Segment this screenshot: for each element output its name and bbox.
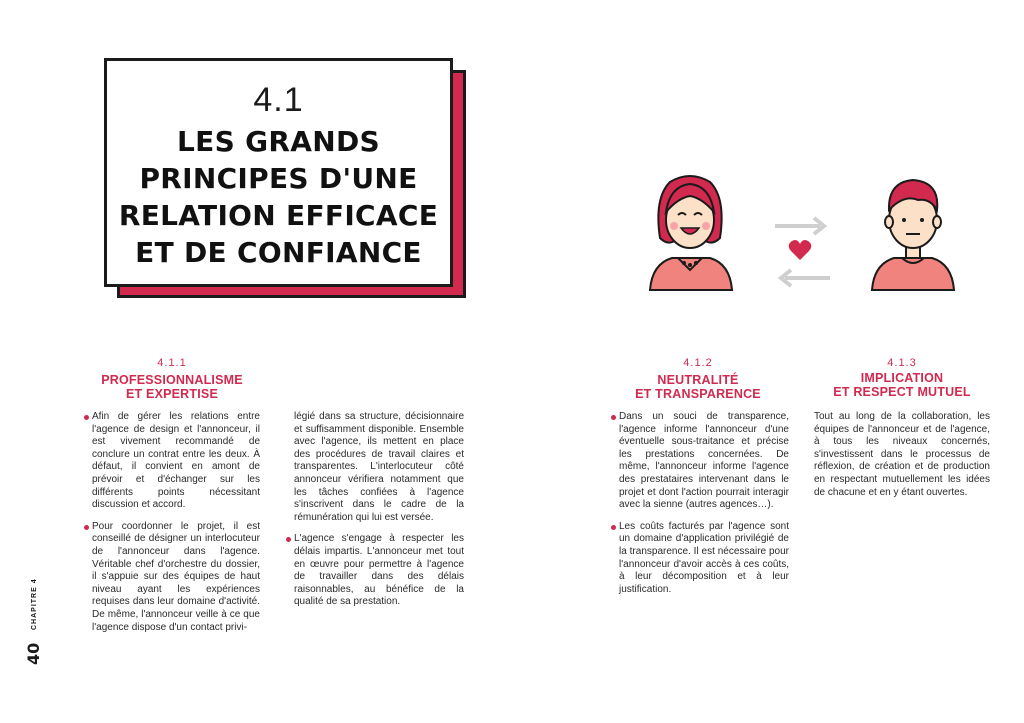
subsection-number: 4.1.3 <box>887 357 917 369</box>
subsection-title <box>80 373 264 401</box>
paragraph <box>814 411 990 499</box>
paragraph <box>294 533 464 609</box>
subsection-title-line: IMPLICATION <box>860 371 944 385</box>
bullet-icon <box>611 415 616 420</box>
chapter-label: CHAPITRE 4 <box>31 578 38 630</box>
page-number: 40 <box>24 642 43 665</box>
paragraph <box>619 521 789 597</box>
text-column <box>619 411 789 605</box>
title-box <box>104 58 453 287</box>
title-line: PRINCIPES D'UNE <box>139 162 418 195</box>
text-column <box>92 411 260 643</box>
title-line: LES GRANDS <box>177 125 380 158</box>
bullet-icon <box>611 525 616 530</box>
section-number: 4.1 <box>253 81 304 119</box>
paragraph-text: Afin de gérer les relations entre l'agence de design et l'annonceur, il est vivement recommandé de conclure un contrat entre les deux. À défaut, il convient en amont de prévoir et d'échanger sur les différents points nécessitant discussion et accord. <box>92 411 260 511</box>
subsection-title-line: ET TRANSPARENCE <box>635 387 761 401</box>
bullet-icon <box>286 537 291 542</box>
illustration-collaboration <box>640 168 960 296</box>
woman-figure <box>650 176 732 290</box>
paragraph-text: L'agence s'engage à respecter les délais impartis. L'annonceur met tout en œuvre pour permettre à l'agence de travailler dans des délais raisonnables, au bénéfice de la qualité de sa prestation. <box>294 533 464 608</box>
paragraph-text: Pour coordonner le projet, il est conseillé de désigner un interlocuteur de l'annonceur dans l'agence. Véritable chef d'orchestre du dossier, il s'appuie sur des équipes de haut niveau ayant les expériences requises dans leur domaine d'activité. De même, l'annonceur veille à ce que l'agence dispose d'un contact privi- <box>92 520 260 633</box>
paragraph-text: légié dans sa structure, décisionnaire et suffisamment disponible. Ensemble avec l'agence, ils mettent en place des procédures de travail claires et transparentes. L'interlocuteur côté annonceur vérifiera notamment que les tâches confiées à l'agence s'inscrivent dans le cadre de la rémunération qui lui est versée. <box>294 411 464 523</box>
page-title <box>113 123 444 271</box>
title-line: ET DE CONFIANCE <box>135 236 422 269</box>
subsection-title <box>810 371 994 399</box>
heart-icon <box>789 240 812 260</box>
subsection-title-line: ET EXPERTISE <box>125 387 218 401</box>
subsection-number: 4.1.2 <box>683 357 713 369</box>
paragraph <box>92 411 260 512</box>
paragraph <box>92 521 260 634</box>
subsection-title-line: ET RESPECT MUTUEL <box>833 385 971 399</box>
paragraph-text: Les coûts facturés par l'agence sont un domaine d'application privilégié de la transparence. Il est nécessaire pour l'annonceur d'avoir accès à ces coûts, à leur décomposition et à leur justification. <box>619 520 789 595</box>
bullet-icon <box>84 415 89 420</box>
paragraph-text: Tout au long de la collaboration, les équipes de l'annonceur et de l'agence, à tous les niveaux concernés, s'investissent dans le processus de réflexion, de création et de production en respectant mutuellement les idées de chacune et en y étant ouvertes. <box>814 411 990 498</box>
subsection-title-line: PROFESSIONNALISME <box>101 373 243 387</box>
subsection-title <box>606 373 790 401</box>
title-line: RELATION EFFICACE <box>118 199 439 232</box>
man-figure <box>872 180 954 290</box>
subsection-number: 4.1.1 <box>157 357 187 369</box>
bullet-icon <box>84 525 89 530</box>
text-column <box>294 411 464 618</box>
paragraph-text: Dans un souci de transparence, l'agence informe l'annonceur d'une éventuelle sous-traitance et précise les prestations concernées. De même, l'annonceur informe l'agence des prestataires intervenant dans le projet et dont l'action pourrait interagir avec la sienne (autres agences…). <box>619 411 789 511</box>
paragraph <box>294 411 464 524</box>
text-column <box>814 411 990 508</box>
subsection-title-line: NEUTRALITÉ <box>657 373 739 387</box>
paragraph <box>619 411 789 512</box>
